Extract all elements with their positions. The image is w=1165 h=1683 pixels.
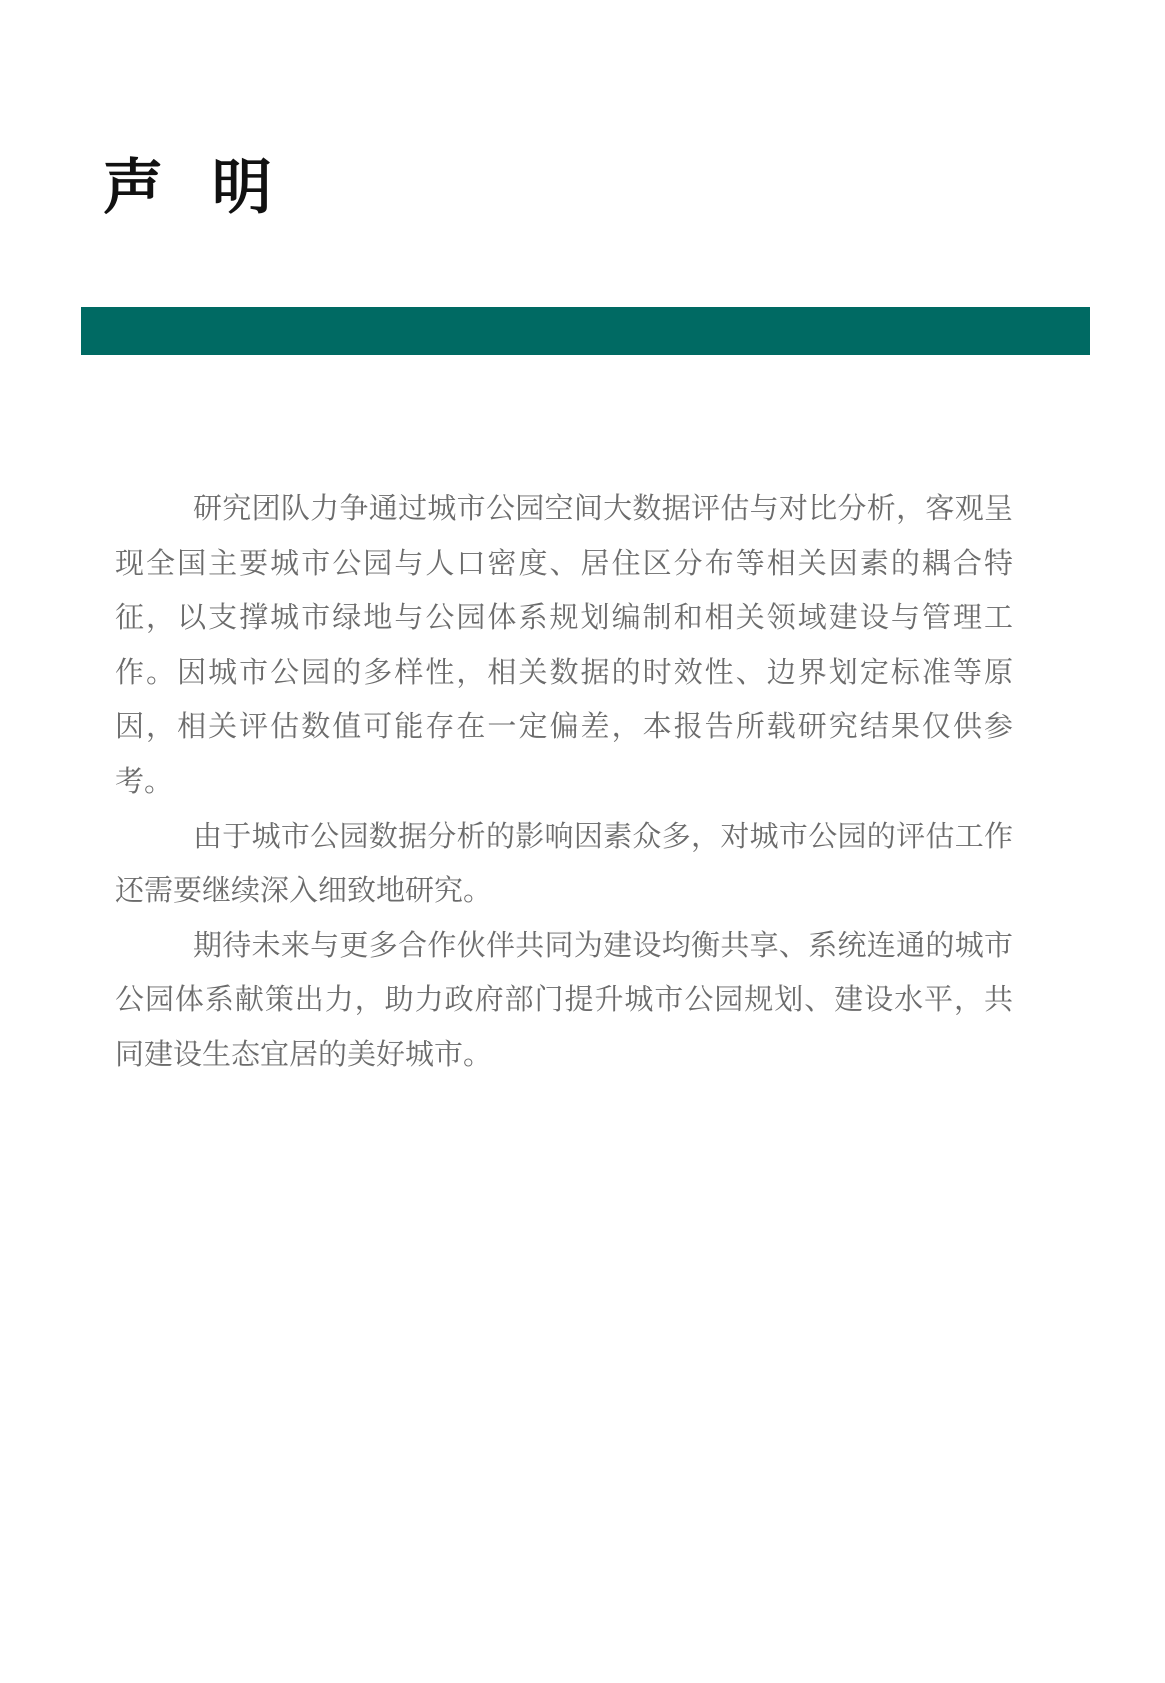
accent-band: [81, 307, 1090, 355]
paragraph-further-research: 由于城市公园数据分析的影响因素众多，对城市公园的评估工作还需要继续深入细致地研究。: [115, 818, 1013, 908]
statement-body: [115, 481, 1013, 1082]
page-title: 声 明: [103, 153, 286, 223]
paragraph-disclaimer: 研究团队力争通过城市公园空间大数据评估与对比分析，客观呈现全国主要城市公园与人口密度、居住区分布等相关因素的耦合特征，以支撑城市绿地与公园体系规划编制和相关领域建设与管理工作。因城市公园的多样性，相关数据的时效性、边界划定标准等原因，相关评估数值可能存在一定偏差，本报告所载研究结果仅供参考。: [115, 491, 1013, 798]
paragraph-cooperation: 期待未来与更多合作伙伴共同为建设均衡共享、系统连通的城市公园体系献策出力，助力政府部门提升城市公园规划、建设水平，共同建设生态宜居的美好城市。: [115, 927, 1013, 1071]
